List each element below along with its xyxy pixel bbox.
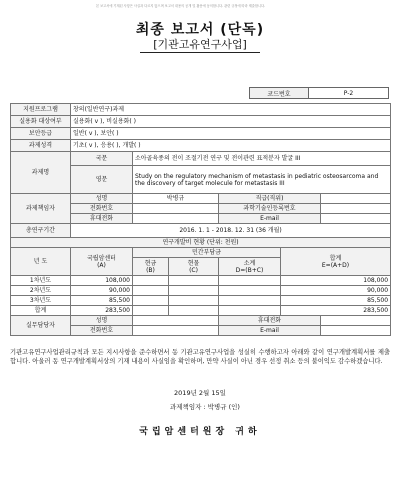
total-header-label: 합계: [329, 254, 342, 262]
staff-label: 실무담당자: [11, 316, 71, 336]
code-number-value: P-2: [343, 89, 354, 97]
cash-header-label: 현금: [144, 259, 157, 267]
staff-mobile-label: 휴대전화: [219, 316, 321, 326]
budget-year: 1차년도: [11, 276, 71, 286]
inkind-header-label: 현물: [187, 259, 200, 267]
row-target: [11, 116, 391, 128]
pledge-statement: 기관고유연구사업관리규칙과 모든 지시사항을 준수하면서 동 기관고유연구사업을 성실히 수행하고자 아래와 같이 연구개발계획서를 제출합니다. 아울러 동 연구개발계획서상의 기재 내용이 사실임을 확인하며, 만약 사실이 아닌 경우 선정 취소 등의 불이익도 감수하겠습니다.: [10, 349, 390, 365]
row-budget-head-1: [11, 248, 391, 258]
ncc-header-label: 국립암센터: [87, 254, 116, 262]
budget-inkind: [169, 306, 219, 316]
subtotal-header: [219, 258, 281, 276]
budget-total: 108,000: [281, 276, 391, 286]
pi-phone-value: [133, 204, 219, 214]
row-task-kor: [11, 152, 391, 166]
security-value: 일반( v ), 보안( ): [71, 128, 391, 140]
submission-date: 2019년 2월 15일: [174, 389, 226, 397]
budget-cash: [133, 306, 169, 316]
task-name-kor: 소아골육종의 전이 조절기전 연구 및 전이관련 표적분자 발굴 III: [133, 152, 391, 166]
pi-mobile-label: 휴대전화: [71, 214, 133, 224]
year-header: 년 도: [11, 248, 71, 276]
budget-row-1: [11, 276, 391, 286]
staff-name-value: [133, 316, 219, 326]
budget-subtotal: [219, 306, 281, 316]
budget-ncc: 85,500: [71, 296, 133, 306]
budget-subtotal: [219, 276, 281, 286]
report-title: 최종 보고서 (단독): [135, 22, 265, 38]
private-header: 민간부담금: [133, 248, 281, 258]
total-header-formula: E=(A+D): [321, 261, 350, 269]
report-form-table: [10, 103, 391, 336]
staff-name-label: 성명: [71, 316, 133, 326]
program-value: 창의(일반연구)과제: [71, 104, 391, 116]
row-budget-title: [11, 238, 391, 248]
subtitle-underline: [140, 52, 260, 53]
pi-name-label: 성명: [71, 194, 133, 204]
report-subtitle: [기관고유연구사업]: [153, 38, 247, 51]
kor-label: 국문: [71, 152, 133, 166]
staff-mobile-value: [321, 316, 391, 326]
total-header: [281, 248, 391, 276]
pi-label: 과제책임자: [11, 194, 71, 224]
pi-phone-label: 전화번호: [71, 204, 133, 214]
staff-phone-label: 전화번호: [71, 326, 133, 336]
pi-name: 박병규: [133, 194, 219, 204]
program-label: 지원프로그램: [11, 104, 71, 116]
task-name-eng: Study on the regulatory mechanism of metastasis in pediatric osteosarcoma and the discovery of target molecule for metastasis III: [133, 166, 391, 194]
budget-total: 85,500: [281, 296, 391, 306]
budget-cash: [133, 286, 169, 296]
row-period: [11, 224, 391, 238]
budget-subtotal: [219, 286, 281, 296]
period-value: 2016. 1. 1 - 2018. 12. 31 (36 개월): [71, 224, 391, 238]
security-label: 보안등급: [11, 128, 71, 140]
addressee: 국립암센터원장 귀하: [139, 427, 261, 437]
budget-ncc: 108,000: [71, 276, 133, 286]
budget-year: 2차년도: [11, 286, 71, 296]
row-staff-1: [11, 316, 391, 326]
inkind-header: [169, 258, 219, 276]
budget-inkind: [169, 296, 219, 306]
budget-total: 283,500: [281, 306, 391, 316]
code-number-box: [249, 87, 389, 99]
budget-title: 연구개발비 현황 (단위: 천원): [11, 238, 391, 248]
row-type: [11, 140, 391, 152]
pi-reg-value: [321, 204, 391, 214]
pi-position-value: [321, 194, 391, 204]
staff-email-value: [321, 326, 391, 336]
row-security: [11, 128, 391, 140]
ncc-header-formula: (A): [97, 261, 106, 269]
cash-header: [133, 258, 169, 276]
budget-year: 합계: [11, 306, 71, 316]
target-value: 실용화( v ), 비실용화( ): [71, 116, 391, 128]
row-program: [11, 104, 391, 116]
inkind-header-formula: (C): [189, 266, 198, 274]
budget-ncc: 283,500: [71, 306, 133, 316]
top-note: 본 보고서에 기재된 사항은 사실과 다르지 않으며 보고서 내용의 공개 및 활용에 동의합니다. 관련 규정에 따라 제출합니다.: [96, 4, 266, 8]
row-pi-1: [11, 194, 391, 204]
budget-ncc: 90,000: [71, 286, 133, 296]
budget-cash: [133, 296, 169, 306]
budget-cash: [133, 276, 169, 286]
pi-reg-label: 과학기술인등록번호: [219, 204, 321, 214]
budget-row-total: [11, 306, 391, 316]
eng-label: 영문: [71, 166, 133, 194]
cash-header-formula: (B): [146, 266, 155, 274]
ncc-header: [71, 248, 133, 276]
pi-email-value: [321, 214, 391, 224]
period-label: 총연구기간: [11, 224, 71, 238]
budget-subtotal: [219, 296, 281, 306]
subtotal-header-formula: D=(B+C): [235, 266, 264, 274]
budget-inkind: [169, 286, 219, 296]
budget-total: 90,000: [281, 286, 391, 296]
pi-position-label: 직급(직위): [219, 194, 321, 204]
pi-email-label: E-mail: [219, 214, 321, 224]
code-number-label: 코드번호: [250, 88, 309, 98]
budget-inkind: [169, 276, 219, 286]
staff-phone-value: [133, 326, 219, 336]
budget-year: 3차년도: [11, 296, 71, 306]
type-label: 과제성격: [11, 140, 71, 152]
budget-row-2: [11, 286, 391, 296]
signer-line: 과제책임자 : 박병규 (인): [170, 403, 240, 411]
budget-row-3: [11, 296, 391, 306]
task-name-label: 과제명: [11, 152, 71, 194]
staff-email-label: E-mail: [219, 326, 321, 336]
type-value: 기초( v ), 응용( ), 개발( ): [71, 140, 391, 152]
target-label: 실용화 대상여부: [11, 116, 71, 128]
subtotal-header-label: 소계: [243, 259, 256, 267]
pi-mobile-value: [133, 214, 219, 224]
